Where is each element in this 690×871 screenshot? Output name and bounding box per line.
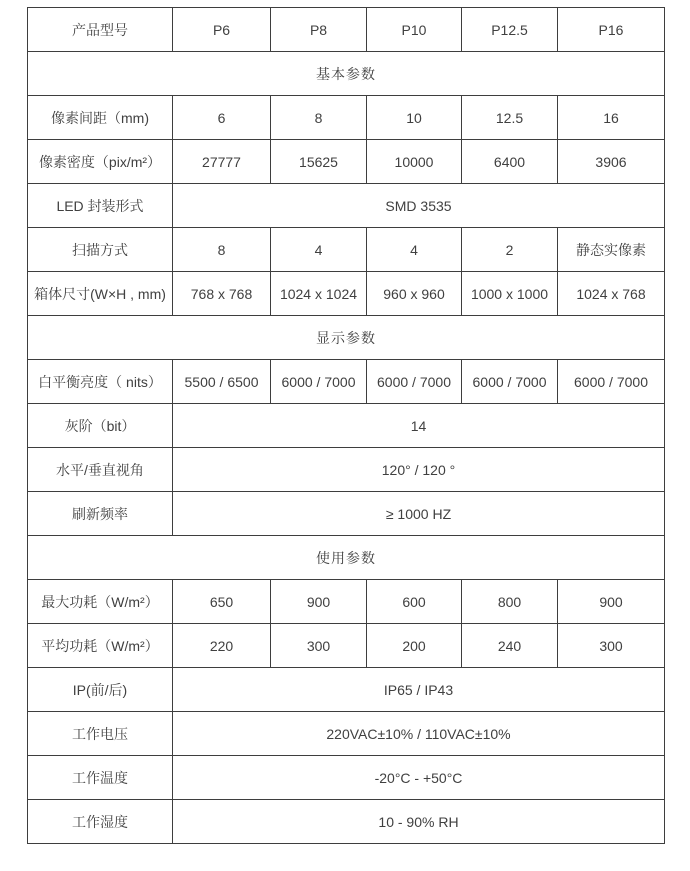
spec-label: 工作湿度 — [28, 800, 173, 844]
spec-value: 200 — [367, 624, 462, 668]
spec-label: LED 封装形式 — [28, 184, 173, 228]
spec-label: 产品型号 — [28, 8, 173, 52]
section-title: 基本参数 — [28, 52, 665, 96]
spec-value: 6000 / 7000 — [462, 360, 558, 404]
table-row-refresh-rate — [28, 492, 665, 536]
spec-label: 像素密度（pix/m²） — [28, 140, 173, 184]
table-row-operating-voltage — [28, 712, 665, 756]
spec-value: P6 — [173, 8, 271, 52]
table-row-gray-scale — [28, 404, 665, 448]
spec-value: P12.5 — [462, 8, 558, 52]
table-row-led-package — [28, 184, 665, 228]
spec-value-span: 120° / 120 ° — [173, 448, 665, 492]
spec-label: 扫描方式 — [28, 228, 173, 272]
spec-label: 工作温度 — [28, 756, 173, 800]
section-title: 显示参数 — [28, 316, 665, 360]
table-row-white-balance-brightness — [28, 360, 665, 404]
table-row-viewing-angle — [28, 448, 665, 492]
spec-value-span: IP65 / IP43 — [173, 668, 665, 712]
spec-value: 600 — [367, 580, 462, 624]
spec-value: 10 — [367, 96, 462, 140]
spec-label: 平均功耗（W/m²） — [28, 624, 173, 668]
spec-value: 800 — [462, 580, 558, 624]
table-row-max-power — [28, 580, 665, 624]
spec-value-span: 14 — [173, 404, 665, 448]
spec-value: 15625 — [271, 140, 367, 184]
spec-value-span: SMD 3535 — [173, 184, 665, 228]
table-row-cabinet-size — [28, 272, 665, 316]
spec-value: 768 x 768 — [173, 272, 271, 316]
spec-label: 最大功耗（W/m²） — [28, 580, 173, 624]
spec-label: 刷新频率 — [28, 492, 173, 536]
spec-value: 300 — [558, 624, 665, 668]
spec-value: 1024 x 768 — [558, 272, 665, 316]
spec-value: 27777 — [173, 140, 271, 184]
spec-label: 像素间距（mm) — [28, 96, 173, 140]
spec-value-span: 10 - 90% RH — [173, 800, 665, 844]
spec-label: IP(前/后) — [28, 668, 173, 712]
spec-value: 8 — [271, 96, 367, 140]
spec-value: 650 — [173, 580, 271, 624]
section-row-basic-params — [28, 52, 665, 96]
table-row-ip-rating — [28, 668, 665, 712]
section-row-display-params — [28, 316, 665, 360]
table-row-pixel-density — [28, 140, 665, 184]
spec-value: 8 — [173, 228, 271, 272]
section-title: 使用参数 — [28, 536, 665, 580]
spec-value: 300 — [271, 624, 367, 668]
spec-value: 静态实像素 — [558, 228, 665, 272]
spec-label: 水平/垂直视角 — [28, 448, 173, 492]
spec-value: P8 — [271, 8, 367, 52]
table-row-pixel-pitch — [28, 96, 665, 140]
table-row-operating-temperature — [28, 756, 665, 800]
spec-value: 1024 x 1024 — [271, 272, 367, 316]
spec-label: 工作电压 — [28, 712, 173, 756]
led-spec-table — [27, 7, 665, 844]
spec-value: 6000 / 7000 — [271, 360, 367, 404]
spec-value: 2 — [462, 228, 558, 272]
spec-value-span: ≥ 1000 HZ — [173, 492, 665, 536]
spec-value: 6000 / 7000 — [367, 360, 462, 404]
table-row-operating-humidity — [28, 800, 665, 844]
spec-value: P16 — [558, 8, 665, 52]
spec-value: 16 — [558, 96, 665, 140]
spec-value: 6000 / 7000 — [558, 360, 665, 404]
spec-value: 12.5 — [462, 96, 558, 140]
spec-value: 900 — [271, 580, 367, 624]
spec-value: 3906 — [558, 140, 665, 184]
spec-value: 4 — [367, 228, 462, 272]
spec-label: 白平衡亮度（ nits） — [28, 360, 173, 404]
spec-value: 1000 x 1000 — [462, 272, 558, 316]
spec-value: 900 — [558, 580, 665, 624]
table-row-product-model — [28, 8, 665, 52]
spec-value: 4 — [271, 228, 367, 272]
spec-value: 10000 — [367, 140, 462, 184]
spec-value: 960 x 960 — [367, 272, 462, 316]
spec-value: 220 — [173, 624, 271, 668]
spec-value-span: 220VAC±10% / 110VAC±10% — [173, 712, 665, 756]
spec-value: 240 — [462, 624, 558, 668]
spec-label: 箱体尺寸(W×H , mm) — [28, 272, 173, 316]
table-row-scan-mode — [28, 228, 665, 272]
spec-value: 5500 / 6500 — [173, 360, 271, 404]
spec-label: 灰阶（bit） — [28, 404, 173, 448]
spec-value-span: -20°C - +50°C — [173, 756, 665, 800]
section-row-usage-params — [28, 536, 665, 580]
spec-value: 6400 — [462, 140, 558, 184]
table-row-avg-power — [28, 624, 665, 668]
spec-value: 6 — [173, 96, 271, 140]
spec-value: P10 — [367, 8, 462, 52]
